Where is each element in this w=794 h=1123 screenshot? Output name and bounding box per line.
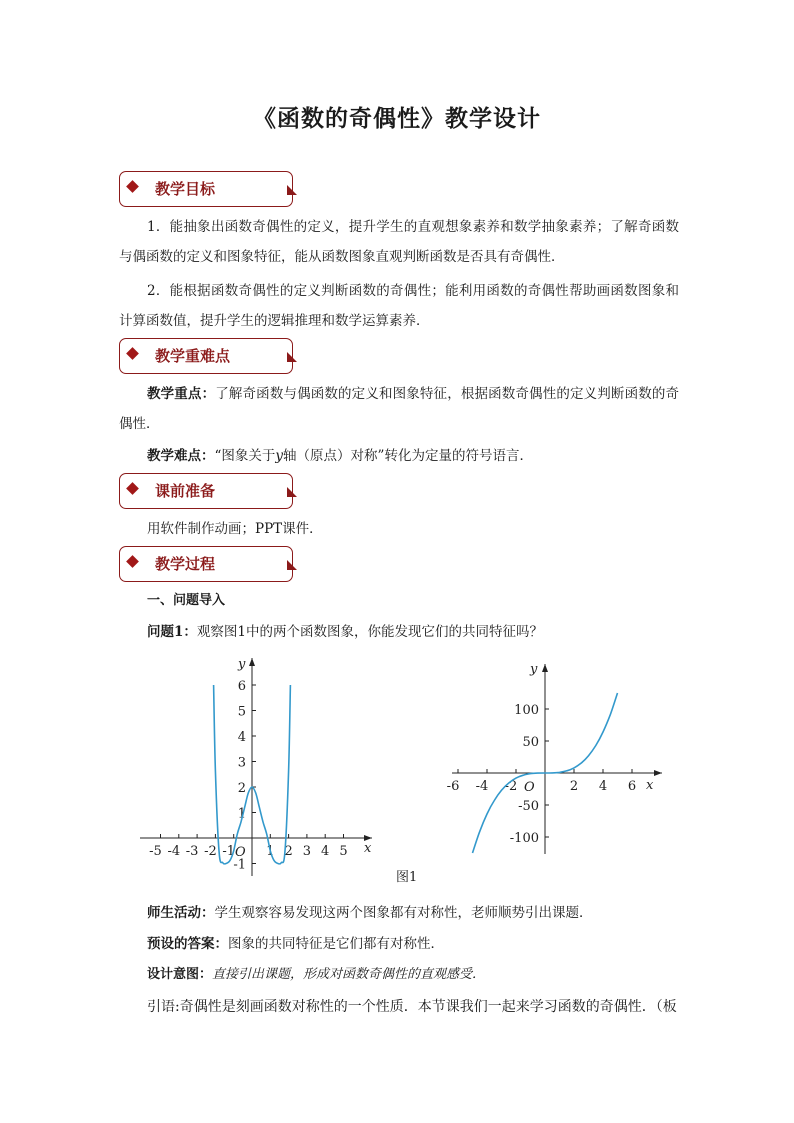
even-function-graph xyxy=(138,652,378,878)
y-tick-label: 3 xyxy=(237,755,246,771)
section-title: 教学过程 xyxy=(155,555,216,573)
question-1-paragraph xyxy=(119,617,679,647)
y-axis-label: y xyxy=(530,662,538,677)
page-title: 《函数的奇偶性》教学设计 xyxy=(253,105,541,132)
y-tick-label: -50 xyxy=(518,799,539,814)
odd-function-graph xyxy=(446,656,664,856)
difficulty-text-a: “图象关于 xyxy=(214,448,276,464)
x-tick-label: -1 xyxy=(222,844,236,859)
tick-labels xyxy=(149,679,347,873)
x-tick-label: 2 xyxy=(284,844,293,859)
section-tail-decoration xyxy=(287,560,297,570)
section-header-prep xyxy=(119,473,293,509)
origin-label: O xyxy=(524,780,535,795)
y-tick-label: 6 xyxy=(237,679,246,694)
activity-paragraph xyxy=(119,898,679,928)
section-title: 教学目标 xyxy=(155,180,216,198)
key-difficulty-paragraph xyxy=(119,441,679,471)
figure-caption: 图1 xyxy=(396,870,418,885)
activity-label: 师生活动： xyxy=(147,905,215,921)
question-text: 观察图1中的两个函数图象，你能发现它们的共同特征吗？ xyxy=(196,624,543,640)
x-tick-label: 2 xyxy=(569,779,579,794)
answer-text: 图象的共同特征是它们都有对称性． xyxy=(228,936,444,952)
x-tick-label: -5 xyxy=(149,844,162,859)
intent-text: 直接引出课题，形成对函数奇偶性的直观感受． xyxy=(212,967,486,982)
tick-labels xyxy=(447,703,636,846)
section-title: 课前准备 xyxy=(155,482,216,500)
intro-text: 奇偶性是刻画函数对称性的一个性质．本节课我们一起来学习函数的奇偶性．（板 xyxy=(179,999,677,1015)
answer-paragraph xyxy=(119,929,679,959)
y-tick-label: 100 xyxy=(514,703,539,718)
y-tick-label: -1 xyxy=(233,857,246,873)
section-header-goals xyxy=(119,171,293,207)
y-tick-label: 50 xyxy=(522,735,539,750)
x-tick-label: 3 xyxy=(302,844,312,859)
y-tick-label: 4 xyxy=(237,730,246,745)
intent-label: 设计意图： xyxy=(147,967,213,982)
key-focus-paragraph xyxy=(119,379,679,439)
x-tick-label: -2 xyxy=(204,844,217,859)
x-axis-label: x xyxy=(364,841,372,856)
x-tick-label: -2 xyxy=(504,779,518,794)
x-tick-label: 6 xyxy=(627,779,637,794)
activity-text: 学生观察容易发现这两个图象都有对称性，老师顺势引出课题． xyxy=(214,905,593,921)
x-axis-label: x xyxy=(646,778,654,793)
x-tick-label: -3 xyxy=(185,844,199,859)
prep-paragraph: 用软件制作动画；PPT课件． xyxy=(147,521,323,537)
answer-label: 预设的答案： xyxy=(147,936,228,952)
y-tick-label: 2 xyxy=(237,781,246,796)
goal-paragraph-2: 2．能根据函数奇偶性的定义判断函数的奇偶性；能利用函数的奇偶性帮助画函数图象和计算函数值，提升学生的逻辑推理和数学运算素养． xyxy=(119,283,679,329)
difficulty-variable: y xyxy=(275,448,284,464)
y-axis-label: y xyxy=(238,657,246,672)
intent-paragraph xyxy=(119,960,679,990)
x-tick-label: 1 xyxy=(266,844,275,859)
question-label: 问题1： xyxy=(147,624,197,640)
goal-paragraph-1: 1．能抽象出函数奇偶性的定义，提升学生的直观想象素养和数学抽象素养；了解奇函数与偶函数的定义和图象特征，能从函数图象直观判断函数是否具有奇偶性． xyxy=(119,219,679,265)
y-tick-label: 1 xyxy=(237,806,246,822)
section-title: 教学重难点 xyxy=(155,347,231,365)
x-tick-label: -6 xyxy=(446,779,460,794)
focus-label: 教学重点： xyxy=(147,386,216,402)
intro-paragraph xyxy=(119,992,679,1022)
y-tick-label: -100 xyxy=(509,831,539,846)
origin-label: O xyxy=(235,845,246,860)
x-tick-label: -4 xyxy=(167,844,181,859)
x-axis-arrow-icon xyxy=(654,770,662,776)
x-tick-label: 4 xyxy=(321,844,330,859)
y-axis-arrow-icon xyxy=(249,658,255,666)
y-axis-arrow-icon xyxy=(542,664,548,672)
difficulty-text-b: 轴（原点）对称”转化为定量的符号语言． xyxy=(283,448,533,464)
focus-text: 了解奇函数与偶函数的定义和图象特征，根据函数奇偶性的定义判断函数的奇偶性． xyxy=(119,386,680,432)
section-header-process xyxy=(119,546,293,582)
subsection-heading: 一、问题导入 xyxy=(147,593,226,608)
section-tail-decoration xyxy=(287,185,297,195)
section-tail-decoration xyxy=(287,487,297,497)
difficulty-label: 教学难点： xyxy=(147,448,215,464)
y-tick-label: 5 xyxy=(237,704,246,720)
x-tick-label: 5 xyxy=(339,844,348,859)
section-tail-decoration xyxy=(287,352,297,362)
x-tick-label: -4 xyxy=(475,779,489,794)
x-tick-label: 4 xyxy=(598,779,608,794)
intro-label: 引语: xyxy=(147,999,180,1015)
section-header-key-points xyxy=(119,338,293,374)
